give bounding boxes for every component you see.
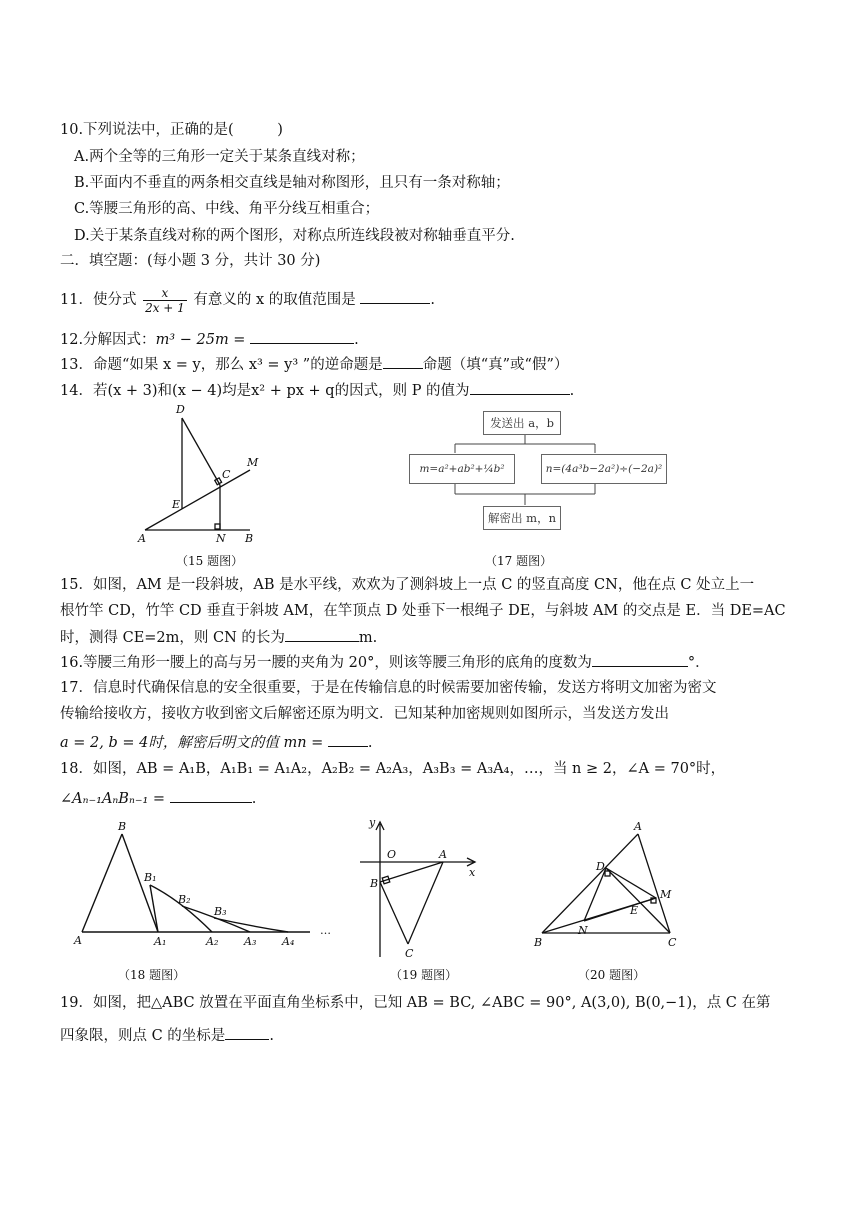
q18-answer-blank[interactable]	[170, 787, 252, 803]
fig19-label-y: y	[369, 816, 376, 829]
q17-line3	[60, 731, 373, 753]
q18-line1: 18．如图，AB = A₁B，A₁B₁ = A₁A₂，A₂B₂ = A₂A₃，A₃B₃ = A₃A₄，…，当 n ≥ 2，∠A = 70°时，	[60, 761, 726, 777]
fig18-label-a2: A₂	[206, 935, 219, 948]
fig19-label-a: A	[439, 848, 447, 861]
fig18-label-a4: A₄	[282, 935, 295, 948]
q19-answer-blank[interactable]	[225, 1024, 269, 1040]
fig18-label-b1: B₁	[144, 871, 157, 884]
fig15-label-a: A	[138, 532, 146, 545]
q18-line2	[60, 787, 256, 809]
fig17-caption: （17 题图）	[485, 554, 553, 568]
fig17-box-top: 发送出 a，b	[483, 411, 561, 435]
fig20-caption: （20 题图）	[578, 968, 646, 982]
q17-answer-blank[interactable]	[328, 731, 368, 747]
q17-line1: 17．信息时代确保信息的安全很重要，于是在传输信息的时候需要加密传输，发送方将明文加密为密文	[60, 680, 717, 696]
q12-end: .	[354, 332, 359, 348]
fig19-caption: （19 题图）	[390, 968, 458, 982]
fig19-label-b: B	[370, 877, 379, 890]
q10-option-b: B.平面内不垂直的两条相交直线是轴对称图形，且只有一条对称轴；	[74, 175, 510, 191]
q13-answer-blank[interactable]	[383, 353, 423, 369]
fig18-caption: （18 题图）	[118, 968, 186, 982]
q14	[60, 379, 574, 401]
fig15-label-d: D	[176, 403, 185, 416]
fig20-label-a: A	[634, 820, 642, 833]
fig15-caption: （15 题图）	[176, 554, 244, 568]
fig18-label-b3: B₃	[214, 905, 227, 918]
fig18-label-b: B	[118, 820, 127, 833]
q11-denominator: 2x + 1	[145, 300, 185, 315]
fig20-label-c: C	[668, 936, 677, 949]
q11-answer-blank[interactable]	[360, 288, 430, 304]
q13	[60, 353, 568, 375]
q12	[60, 328, 359, 350]
q10-option-d: D.关于某条直线对称的两个图形，对称点所连线段被对称轴垂直平分.	[74, 228, 515, 244]
q10-stem: 10.下列说法中，正确的是( )	[60, 122, 283, 138]
q13-pre: 13．命题“如果 x = y，那么 x³ = y³ ”的逆命题是	[60, 357, 383, 373]
fig15-label-b: B	[245, 532, 254, 545]
fig18-ellipsis: …	[320, 924, 331, 937]
q16	[60, 651, 710, 673]
figure-18	[70, 818, 350, 958]
q14-end: .	[569, 383, 575, 399]
q12-answer-blank[interactable]	[250, 328, 354, 344]
q11	[60, 282, 435, 318]
fig15-label-e: E	[172, 498, 181, 511]
fig20-label-m: M	[660, 888, 672, 901]
q11-numerator: x	[143, 286, 187, 301]
section-heading: 二．填空题：(每小题 3 分，共计 30 分)	[60, 253, 321, 269]
fig19-label-o: O	[387, 848, 397, 861]
q13-post: 命题（填“真”或“假”）	[422, 357, 569, 373]
q11-end: .	[430, 292, 436, 308]
figure-17	[405, 408, 670, 533]
q15-line2: 根竹竿 CD，竹竿 CD 垂直于斜坡 AM，在竿顶点 D 处垂下一根绳子 DE，与斜坡 AM 的交点是 E．当 DE=AC	[60, 603, 786, 619]
fig20-label-e: E	[630, 904, 639, 917]
q16-answer-blank[interactable]	[592, 651, 688, 667]
q16-text: 16.等腰三角形一腰上的高与另一腰的夹角为 20°，则该等腰三角形的底角的度数为	[60, 655, 592, 671]
q10-option-c: C.等腰三角形的高、中线、角平分线互相重合；	[74, 201, 380, 217]
q15-line3-text: 时，测得 CE=2m，则 CN 的长为	[60, 630, 285, 646]
fig20-label-d: D	[596, 860, 605, 873]
fig18-label-b2: B₂	[178, 893, 191, 906]
fig15-label-c: C	[222, 468, 231, 481]
q18-line2-text: ∠Aₙ₋₁AₙBₙ₋₁ =	[60, 791, 166, 807]
fig19-label-c: C	[405, 947, 414, 960]
fig17-box-left: m=a²+ab²+¼b²	[409, 454, 515, 484]
q17-end: .	[367, 735, 373, 751]
fig20-label-n: N	[578, 924, 588, 937]
q11-post: 有意义的 x 的取值范围是	[193, 292, 356, 308]
figure-15	[130, 400, 270, 545]
q16-end: °．	[687, 655, 710, 671]
q17-last: a = 2, b = 4时，解密后明文的值 mn =	[60, 735, 324, 751]
fig15-label-n: N	[216, 532, 226, 545]
fig17-box-bottom: 解密出 m，n	[483, 506, 561, 530]
q15-unit: m.	[358, 630, 378, 646]
fig18-label-a3: A₃	[244, 935, 257, 948]
q12-pre: 12.分解因式：	[60, 332, 156, 348]
q19-end: .	[269, 1028, 274, 1044]
fig20-label-b: B	[534, 936, 543, 949]
q19-line1: 19．如图，把△ABC 放置在平面直角坐标系中，已知 AB = BC, ∠ABC = 90°, A(3,0), B(0,−1)，点 C 在第	[60, 995, 771, 1011]
figure-19	[355, 812, 490, 962]
fig18-label-a1: A₁	[154, 935, 167, 948]
q15-answer-blank[interactable]	[285, 626, 359, 642]
q18-end: .	[251, 791, 257, 807]
q11-pre: 11．使分式	[60, 292, 137, 308]
q17-line2: 传输给接收方，接收方收到密文后解密还原为明文．已知某种加密规则如图所示，当发送方发出	[60, 706, 669, 722]
fig18-label-a: A	[74, 934, 82, 947]
q14-pre: 14．若(x + 3)和(x − 4)均是x² + px + q的因式，则 P 的值为	[60, 383, 470, 399]
q11-fraction	[143, 286, 187, 315]
q15-line1: 15．如图，AM 是一段斜坡，AB 是水平线，欢欢为了测斜坡上一点 C 的竖直高度 CN，他在点 C 处立上一	[60, 577, 755, 593]
fig15-label-m: M	[247, 456, 259, 469]
q12-expr: m³ − 25m =	[155, 332, 246, 348]
figure-20	[530, 818, 690, 958]
fig19-label-x: x	[469, 866, 476, 879]
q19-line2	[60, 1024, 274, 1046]
q19-line2-text: 四象限，则点 C 的坐标是	[60, 1028, 226, 1044]
q10-option-a: A.两个全等的三角形一定关于某条直线对称；	[74, 149, 365, 165]
q15-line3	[60, 626, 377, 648]
fig17-box-right: n=(4a³b−2a²)÷(−2a)²	[541, 454, 667, 484]
q14-answer-blank[interactable]	[470, 379, 570, 395]
